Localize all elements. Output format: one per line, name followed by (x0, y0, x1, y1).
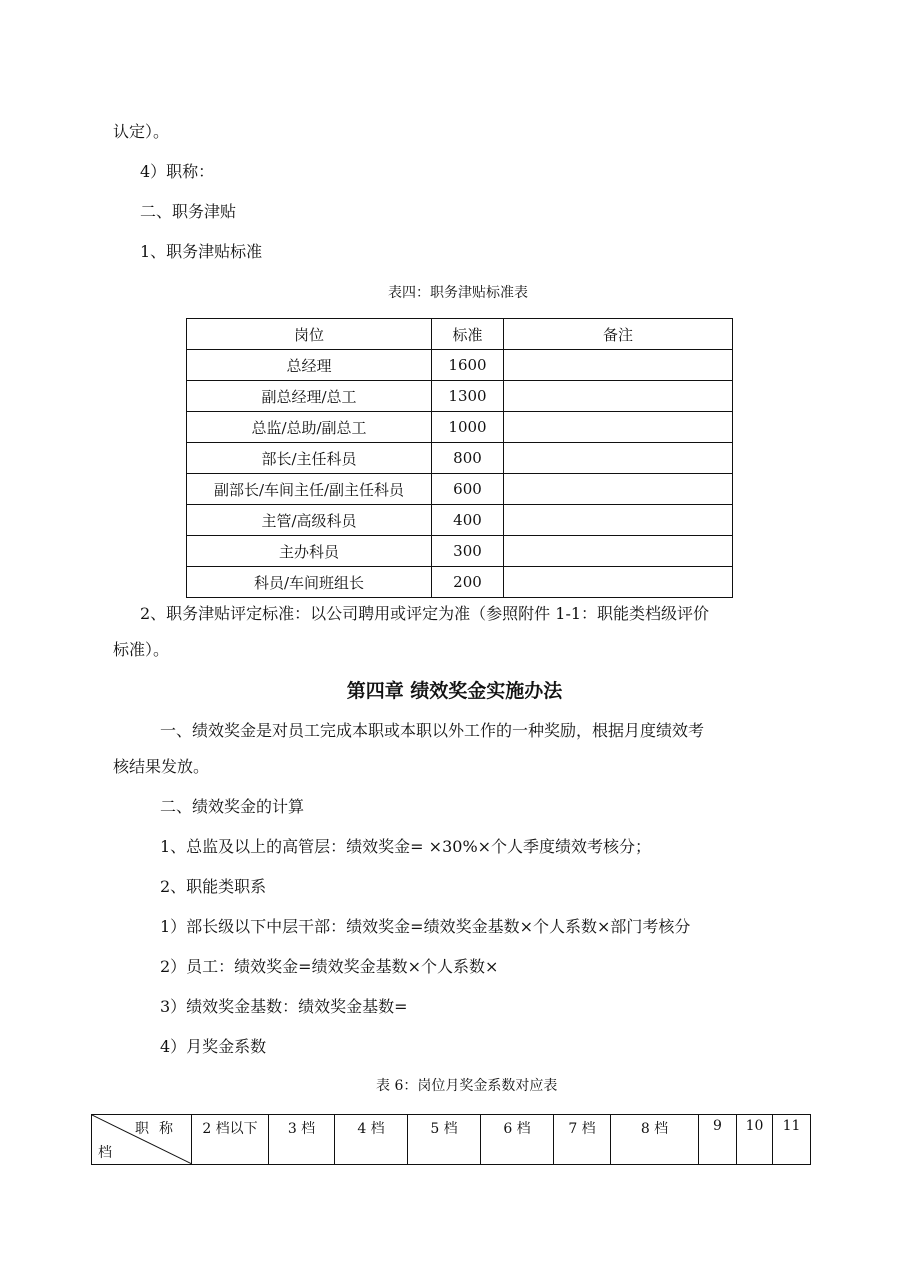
table-row (187, 350, 733, 381)
position-cell: 部长/主任科员 (187, 443, 432, 474)
table-row (187, 443, 733, 474)
corner-label-grade: 档 (98, 1145, 112, 1161)
table-row (187, 567, 733, 598)
position-cell: 副部长/车间主任/副主任科员 (187, 474, 432, 505)
grade-header-cell: 5 档 (408, 1115, 481, 1165)
table-row (187, 536, 733, 567)
table-row (187, 474, 733, 505)
grade-header-cell: 4 档 (335, 1115, 408, 1165)
remark-cell (504, 505, 733, 536)
position-cell: 主管/高级科员 (187, 505, 432, 536)
bonus-coefficient-table (91, 1114, 811, 1165)
standard-cell: 600 (432, 474, 504, 505)
paragraph-executive-bonus: 1、总监及以上的高管层：绩效奖金= ×30%×个人季度绩效考核分； (160, 837, 652, 856)
standard-cell: 200 (432, 567, 504, 598)
grade-header-cell: 8 档 (611, 1115, 699, 1165)
section-heading-allowance: 二、职务津贴 (140, 202, 237, 221)
grade-header-cell: 3 档 (269, 1115, 335, 1165)
paragraph-bonus-definition: 一、绩效奖金是对员工完成本职或本职以外工作的一种奖励，根据月度绩效考 (160, 721, 705, 740)
grade-header-cell: 10 (737, 1115, 773, 1165)
paragraph-bonus-definition-cont: 核结果发放。 (113, 757, 210, 776)
table-header-row (92, 1115, 811, 1165)
standard-cell: 800 (432, 443, 504, 474)
paragraph-evaluation-criteria: 2、职务津贴评定标准：以公司聘用或评定为准（参照附件 1-1：职能类档级评价 (140, 604, 710, 623)
grade-header-cell: 7 档 (554, 1115, 611, 1165)
subsection-heading-standard: 1、职务津贴标准 (140, 242, 263, 261)
table-header-cell: 标准 (432, 319, 504, 350)
paragraph-functional-series: 2、职能类职系 (160, 877, 267, 896)
standard-cell: 1600 (432, 350, 504, 381)
grade-header-cell: 11 (773, 1115, 811, 1165)
grade-header-cell: 2 档以下 (192, 1115, 269, 1165)
standard-cell: 1000 (432, 412, 504, 443)
remark-cell (504, 350, 733, 381)
remark-cell (504, 412, 733, 443)
corner-label-title: 职称 (135, 1121, 183, 1137)
table6-caption: 表 6：岗位月奖金系数对应表 (376, 1078, 558, 1094)
standard-cell: 400 (432, 505, 504, 536)
table-body (187, 350, 733, 598)
position-cell: 总监/总助/副总工 (187, 412, 432, 443)
table-row (187, 381, 733, 412)
paragraph-continuation: 认定）。 (113, 122, 170, 141)
paragraph-title-item: 4）职称： (140, 162, 215, 181)
table-row (187, 412, 733, 443)
chapter-title: 第四章 绩效奖金实施办法 (346, 680, 563, 702)
position-cell: 主办科员 (187, 536, 432, 567)
remark-cell (504, 443, 733, 474)
paragraph-evaluation-criteria-cont: 标准）。 (113, 640, 170, 659)
remark-cell (504, 536, 733, 567)
allowance-standard-table (186, 318, 733, 598)
standard-cell: 300 (432, 536, 504, 567)
corner-header-cell (92, 1115, 192, 1165)
table4-caption: 表四：职务津贴标准表 (388, 285, 528, 301)
standard-cell: 1300 (432, 381, 504, 412)
table-row (187, 505, 733, 536)
paragraph-employees: 2）员工：绩效奖金=绩效奖金基数×个人系数× (160, 957, 499, 976)
remark-cell (504, 474, 733, 505)
table-header-row (187, 319, 733, 350)
table-header-cell: 岗位 (187, 319, 432, 350)
grade-header-cell: 9 (699, 1115, 737, 1165)
position-cell: 科员/车间班组长 (187, 567, 432, 598)
paragraph-monthly-coefficient: 4）月奖金系数 (160, 1037, 267, 1056)
position-cell: 副总经理/总工 (187, 381, 432, 412)
paragraph-middle-managers: 1）部长级以下中层干部：绩效奖金=绩效奖金基数×个人系数×部门考核分 (160, 917, 691, 936)
grade-header-cell: 6 档 (481, 1115, 554, 1165)
table-header-cell: 备注 (504, 319, 733, 350)
section-heading-calculation: 二、绩效奖金的计算 (160, 797, 305, 816)
remark-cell (504, 381, 733, 412)
remark-cell (504, 567, 733, 598)
position-cell: 总经理 (187, 350, 432, 381)
paragraph-bonus-base: 3）绩效奖金基数：绩效奖金基数= (160, 997, 408, 1016)
